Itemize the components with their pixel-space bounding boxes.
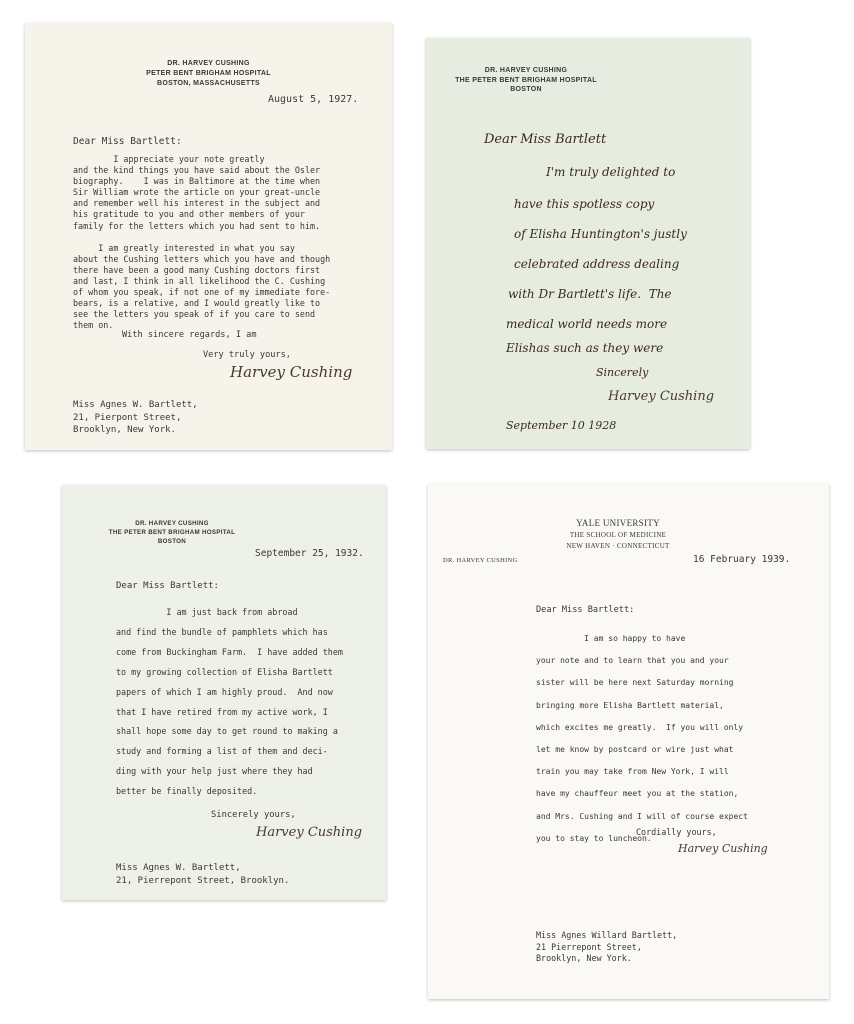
handwritten-line: I'm truly delighted to xyxy=(546,165,676,179)
address-line: Brooklyn, New York. xyxy=(73,425,176,435)
address-line: Miss Agnes Willard Bartlett, xyxy=(536,930,678,940)
salutation: Dear Miss Bartlett: xyxy=(73,136,182,147)
letterhead xyxy=(426,66,626,95)
handwritten-line: medical world needs more xyxy=(506,317,668,331)
closing: Sincerely xyxy=(596,366,649,379)
letterhead-line: PETER BENT BRIGHAM HOSPITAL xyxy=(146,70,271,77)
letter-date: August 5, 1927. xyxy=(268,94,359,105)
body-line: of whom you speak, if not one of my immediate fore- xyxy=(73,287,331,298)
letterhead-line: THE PETER BENT BRIGHAM HOSPITAL xyxy=(455,76,597,84)
body-line: you to stay to luncheon. xyxy=(536,833,652,843)
salutation: Dear Miss Bartlett: xyxy=(536,605,635,615)
address-line: 21, Pierpont Street, xyxy=(73,412,182,423)
letterhead xyxy=(62,519,282,546)
letterhead-line: BOSTON xyxy=(510,86,542,93)
recipient-address xyxy=(116,862,289,888)
body-line: and find the bundle of pamphlets which has xyxy=(116,626,328,637)
recipient-address xyxy=(73,399,198,437)
body-line: let me know by postcard or wire just what xyxy=(536,745,734,755)
letterhead-line: DR. HARVEY CUSHING xyxy=(167,60,250,67)
body-line: papers of which I am highly proud. And now xyxy=(116,686,333,697)
body-line: and last, I think in all likelihood the C. Cushing xyxy=(73,276,326,287)
body-line xyxy=(73,232,330,243)
address-line: 21, Pierrepont Street, Brooklyn. xyxy=(116,876,290,886)
body-line: I appreciate your note greatly xyxy=(73,154,265,164)
body-line: study and forming a list of them and deci- xyxy=(116,746,328,757)
address-line: Miss Agnes W. Bartlett, xyxy=(73,400,198,410)
handwritten-line: Elishas such as they were xyxy=(506,341,664,355)
body-line: ding with your help just where they had xyxy=(116,766,313,777)
body-line: Sir William wrote the article on your great-uncle xyxy=(73,187,321,198)
letter-1927 xyxy=(25,23,392,450)
letterhead xyxy=(498,518,738,552)
body-line: there have been a good many Cushing doctors first xyxy=(73,264,321,275)
letter-body xyxy=(73,154,330,332)
body-line: shall hope some day to get round to making a xyxy=(116,726,338,737)
handwritten-line: with Dr Bartlett's life. The xyxy=(508,287,672,301)
letter-date: September 25, 1932. xyxy=(255,548,364,559)
letter-body xyxy=(116,603,343,802)
closing-line: Very truly yours, xyxy=(203,350,291,360)
letterhead xyxy=(25,59,392,89)
closing: Cordially yours, xyxy=(636,827,717,837)
body-line: better be finally deposited. xyxy=(116,786,258,797)
address-line: 21 Pierrepont Street, xyxy=(536,941,642,952)
signature: Harvey Cushing xyxy=(608,389,715,404)
body-line: to my growing collection of Elisha Bartlett xyxy=(116,666,333,677)
body-line: bears, is a relative, and I would greatly like to xyxy=(73,298,321,309)
letter-date: 16 February 1939. xyxy=(693,554,791,565)
letter-1932 xyxy=(62,485,386,900)
body-line: about the Cushing letters which you have and though xyxy=(73,253,331,264)
signature: Harvey Cushing xyxy=(230,363,353,381)
body-line: and Mrs. Cushing and I will of course expect xyxy=(536,811,748,821)
sender-name: DR. HARVEY CUSHING xyxy=(443,557,518,564)
handwritten-line: of Elisha Huntington's justly xyxy=(514,227,687,241)
body-line: come from Buckingham Farm. I have added them xyxy=(116,646,343,657)
body-line: them on. xyxy=(73,320,114,331)
body-line: and the kind things you have said about the Osler xyxy=(73,165,321,176)
signature: Harvey Cushing xyxy=(256,825,363,840)
letterhead-line: DR. HARVEY CUSHING xyxy=(135,520,209,527)
letterhead-line: NEW HAVEN · CONNECTICUT xyxy=(566,542,670,550)
handwritten-line: celebrated address dealing xyxy=(514,257,680,271)
body-line: which excites me greatly. If you will only xyxy=(536,722,744,732)
body-line: sister will be here next Saturday morning xyxy=(536,678,734,688)
address-line: Brooklyn, New York. xyxy=(536,953,632,963)
handwritten-line: have this spotless copy xyxy=(514,197,655,211)
recipient-address xyxy=(536,930,677,965)
closing: Sincerely yours, xyxy=(211,810,296,820)
body-line: train you may take from New York, I will xyxy=(536,767,729,777)
letter-1928-handwritten xyxy=(426,38,750,449)
letterhead-line: DR. HARVEY CUSHING xyxy=(484,67,568,74)
body-line: your note and to learn that you and your xyxy=(536,656,729,666)
salutation: Dear Miss Bartlett xyxy=(484,132,607,147)
signature: Harvey Cushing xyxy=(678,842,768,855)
body-line: his gratitude to you and other members of your xyxy=(73,209,305,220)
body-line: I am greatly interested in what you say xyxy=(73,242,295,253)
body-line: bringing more Elisha Bartlett material, xyxy=(536,700,724,710)
letter-date: September 10 1928 xyxy=(506,419,617,432)
letter-1939 xyxy=(428,484,829,999)
body-line: I am so happy to have xyxy=(536,634,686,643)
body-line: biography. I was in Baltimore at the time when xyxy=(73,176,321,187)
body-line: have my chauffeur meet you at the station, xyxy=(536,789,739,799)
letterhead-line: THE PETER BENT BRIGHAM HOSPITAL xyxy=(108,529,236,536)
letter-body xyxy=(536,628,748,850)
salutation: Dear Miss Bartlett: xyxy=(116,581,219,591)
body-line: family for the letters which you had sent to him. xyxy=(73,220,321,231)
body-line: see the letters you speak of if you care to send xyxy=(73,309,316,320)
body-line: I am just back from abroad xyxy=(116,607,298,617)
letterhead-line: YALE UNIVERSITY xyxy=(576,518,660,528)
letterhead-line: BOSTON, MASSACHUSETTS xyxy=(156,80,260,87)
letterhead-line: BOSTON xyxy=(157,538,187,545)
body-line: that I have retired from my active work, I xyxy=(116,706,328,717)
letterhead-line: THE SCHOOL OF MEDICINE xyxy=(569,530,667,539)
body-line: and remember well his interest in the subject and xyxy=(73,198,321,209)
address-line: Miss Agnes W. Bartlett, xyxy=(116,863,241,873)
closing-line: With sincere regards, I am xyxy=(122,330,257,340)
